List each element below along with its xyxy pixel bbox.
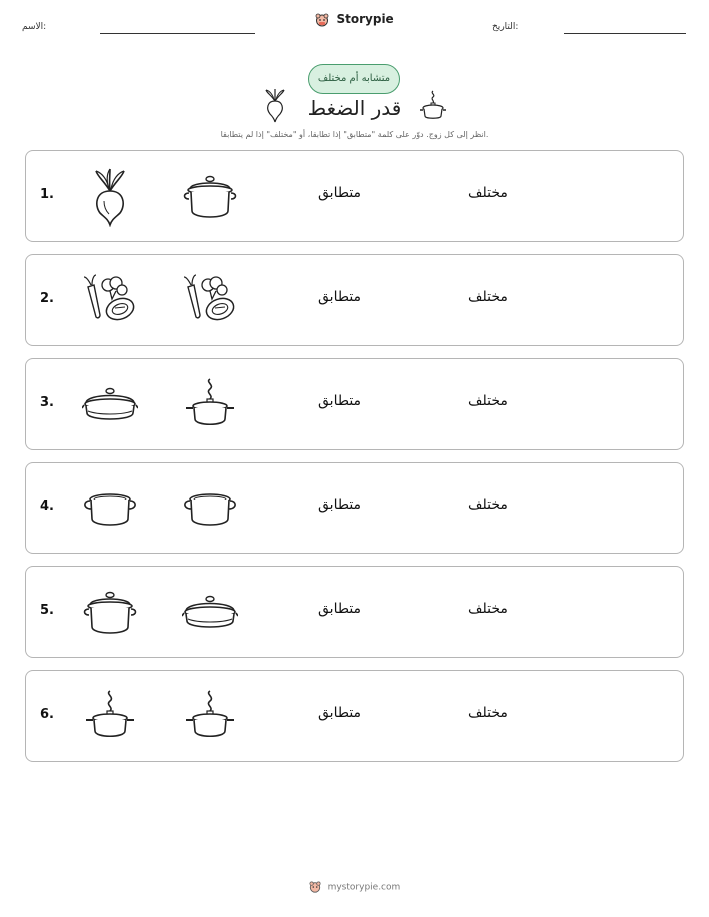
footer (0, 881, 709, 893)
question-number: 3. (40, 395, 54, 410)
question-row (25, 566, 684, 658)
question-row (25, 358, 684, 450)
different-option[interactable]: مختلف (468, 601, 508, 617)
same-option[interactable]: متطابق (318, 497, 362, 513)
steaming-pot-icon (82, 687, 138, 747)
different-option[interactable]: مختلف (468, 393, 508, 409)
question-number: 1. (40, 187, 54, 202)
same-option[interactable]: متطابق (318, 601, 362, 617)
storypie-logo-icon (315, 13, 329, 27)
question-number: 2. (40, 291, 54, 306)
page-title: قدر الضغط (307, 96, 402, 120)
vegetables-meat-icon (82, 271, 138, 331)
wide-pot-icon (182, 583, 238, 643)
question-row (25, 150, 684, 242)
different-option[interactable]: مختلف (468, 705, 508, 721)
different-option[interactable]: مختلف (468, 185, 508, 201)
steaming-pot-icon (419, 89, 447, 121)
beet-icon (82, 167, 138, 227)
date-label: التاريخ: (492, 22, 519, 32)
date-line[interactable] (564, 33, 686, 34)
lidded-pot-icon (82, 583, 138, 643)
steaming-pot-icon (182, 375, 238, 435)
different-option[interactable]: مختلف (468, 497, 508, 513)
name-label: الاسم: (22, 22, 47, 32)
footer-url: mystorypie.com (327, 882, 401, 893)
different-option[interactable]: مختلف (468, 289, 508, 305)
wide-pot-icon (82, 375, 138, 435)
open-pot-icon (182, 479, 238, 539)
question-number: 4. (40, 499, 54, 514)
storypie-logo-icon (309, 881, 321, 893)
same-option[interactable]: متطابق (318, 289, 362, 305)
question-row (25, 670, 684, 762)
question-row (25, 254, 684, 346)
instructions: انظر إلى كل زوج. دوّر على كلمة "متطابق" إذا تطابقا، أو "مختلف" إذا لم يتطابقا. (220, 130, 489, 139)
same-option[interactable]: متطابق (318, 185, 362, 201)
brand (0, 12, 709, 27)
name-line[interactable] (100, 33, 255, 34)
vegetables-meat-icon (182, 271, 238, 331)
worksheet-type-badge: متشابه أم مختلف (308, 64, 400, 94)
same-option[interactable]: متطابق (318, 705, 362, 721)
steaming-pot-icon (182, 687, 238, 747)
open-pot-icon (82, 479, 138, 539)
same-option[interactable]: متطابق (318, 393, 362, 409)
brand-name: Storypie (336, 12, 394, 26)
question-row (25, 462, 684, 554)
question-number: 6. (40, 707, 54, 722)
lidded-pot-icon (182, 167, 238, 227)
question-number: 5. (40, 603, 54, 618)
